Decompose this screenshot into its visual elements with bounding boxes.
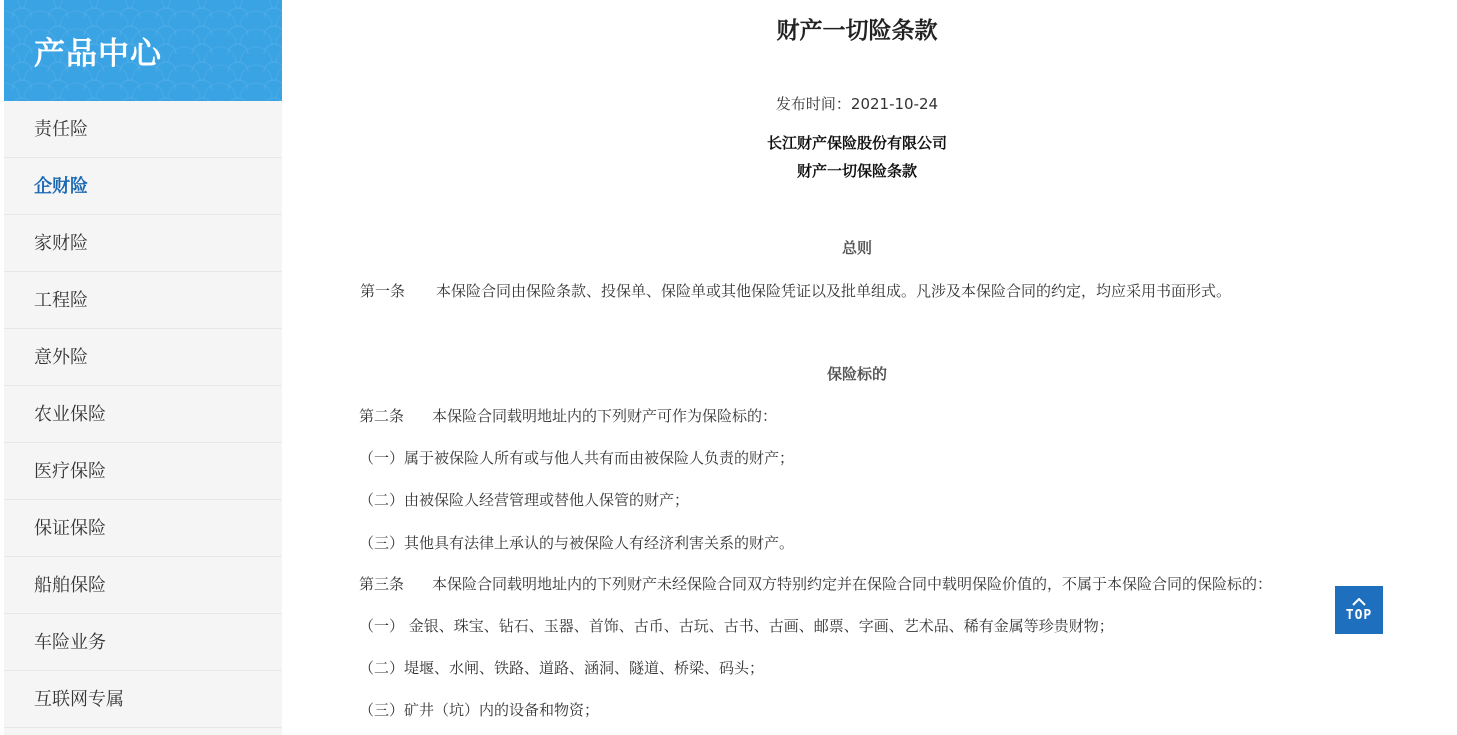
article-label: 第二条 (359, 407, 405, 425)
page-title: 财产一切险条款 (776, 18, 938, 44)
sidebar-title: 产品中心 (34, 36, 162, 72)
sidebar-item-enterprise-property[interactable]: 企财险 (4, 158, 282, 215)
sidebar-item-home-property[interactable]: 家财险 (4, 215, 282, 272)
article-label: 第三条 (359, 575, 405, 593)
back-to-top-label: TOP (1345, 607, 1373, 623)
list-item: （二）由被保险人经营管理或替他人保管的财产； (359, 491, 690, 509)
list-item: （二）堤堰、水闸、铁路、道路、涵洞、隧道、桥梁、码头； (359, 659, 765, 677)
sidebar-item-auto[interactable]: 车险业务 (4, 614, 282, 671)
sidebar-item-guarantee[interactable]: 保证保险 (4, 500, 282, 557)
chevron-up-icon (1352, 598, 1366, 606)
sidebar-item-ship[interactable]: 船舶保险 (4, 557, 282, 614)
section-heading-subject: 保险标的 (826, 365, 887, 383)
publish-date: 发布时间：2021-10-24 (775, 95, 939, 113)
sidebar-item-liability[interactable]: 责任险 (4, 101, 282, 158)
section-heading-general: 总则 (841, 239, 872, 257)
article (282, 0, 1457, 735)
article-text: 本保险合同载明地址内的下列财产可作为保险标的： (432, 407, 778, 425)
article-1 (360, 280, 1231, 301)
list-item: （三）矿井（坑）内的设备和物资； (359, 701, 600, 719)
document-name: 财产一切保险条款 (796, 162, 917, 180)
sidebar-item-internet[interactable]: 互联网专属 (4, 671, 282, 728)
list-item: （一）属于被保险人所有或与他人共有而由被保险人负责的财产； (359, 449, 795, 467)
sidebar-item-engineering[interactable]: 工程险 (4, 272, 282, 329)
article-text: 本保险合同载明地址内的下列财产未经保险合同双方特别约定并在保险合同中载明保险价值的，不属于本保险合同的保险标的： (432, 575, 1273, 593)
back-to-top-button[interactable] (1335, 586, 1383, 634)
sidebar-header (4, 0, 282, 101)
article-3 (359, 573, 1272, 594)
list-item: （三）其他具有法律上承认的与被保险人有经济利害关系的财产。 (359, 534, 795, 552)
sidebar (4, 0, 282, 735)
company-name: 长江财产保险股份有限公司 (766, 134, 947, 152)
article-label: 第一条 (360, 282, 406, 300)
article-text: 本保险合同由保险条款、投保单、保险单或其他保险凭证以及批单组成。凡涉及本保险合同的约定，均应采用书面形式。 (436, 282, 1232, 300)
list-item: （一） 金银、珠宝、钻石、玉器、首饰、古币、古玩、古书、古画、邮票、字画、艺术品、稀有金属等珍贵财物； (359, 617, 1114, 635)
sidebar-item-medical[interactable]: 医疗保险 (4, 443, 282, 500)
article-2 (359, 405, 777, 426)
sidebar-item-agriculture[interactable]: 农业保险 (4, 386, 282, 443)
product-nav (4, 101, 282, 728)
sidebar-item-accident[interactable]: 意外险 (4, 329, 282, 386)
